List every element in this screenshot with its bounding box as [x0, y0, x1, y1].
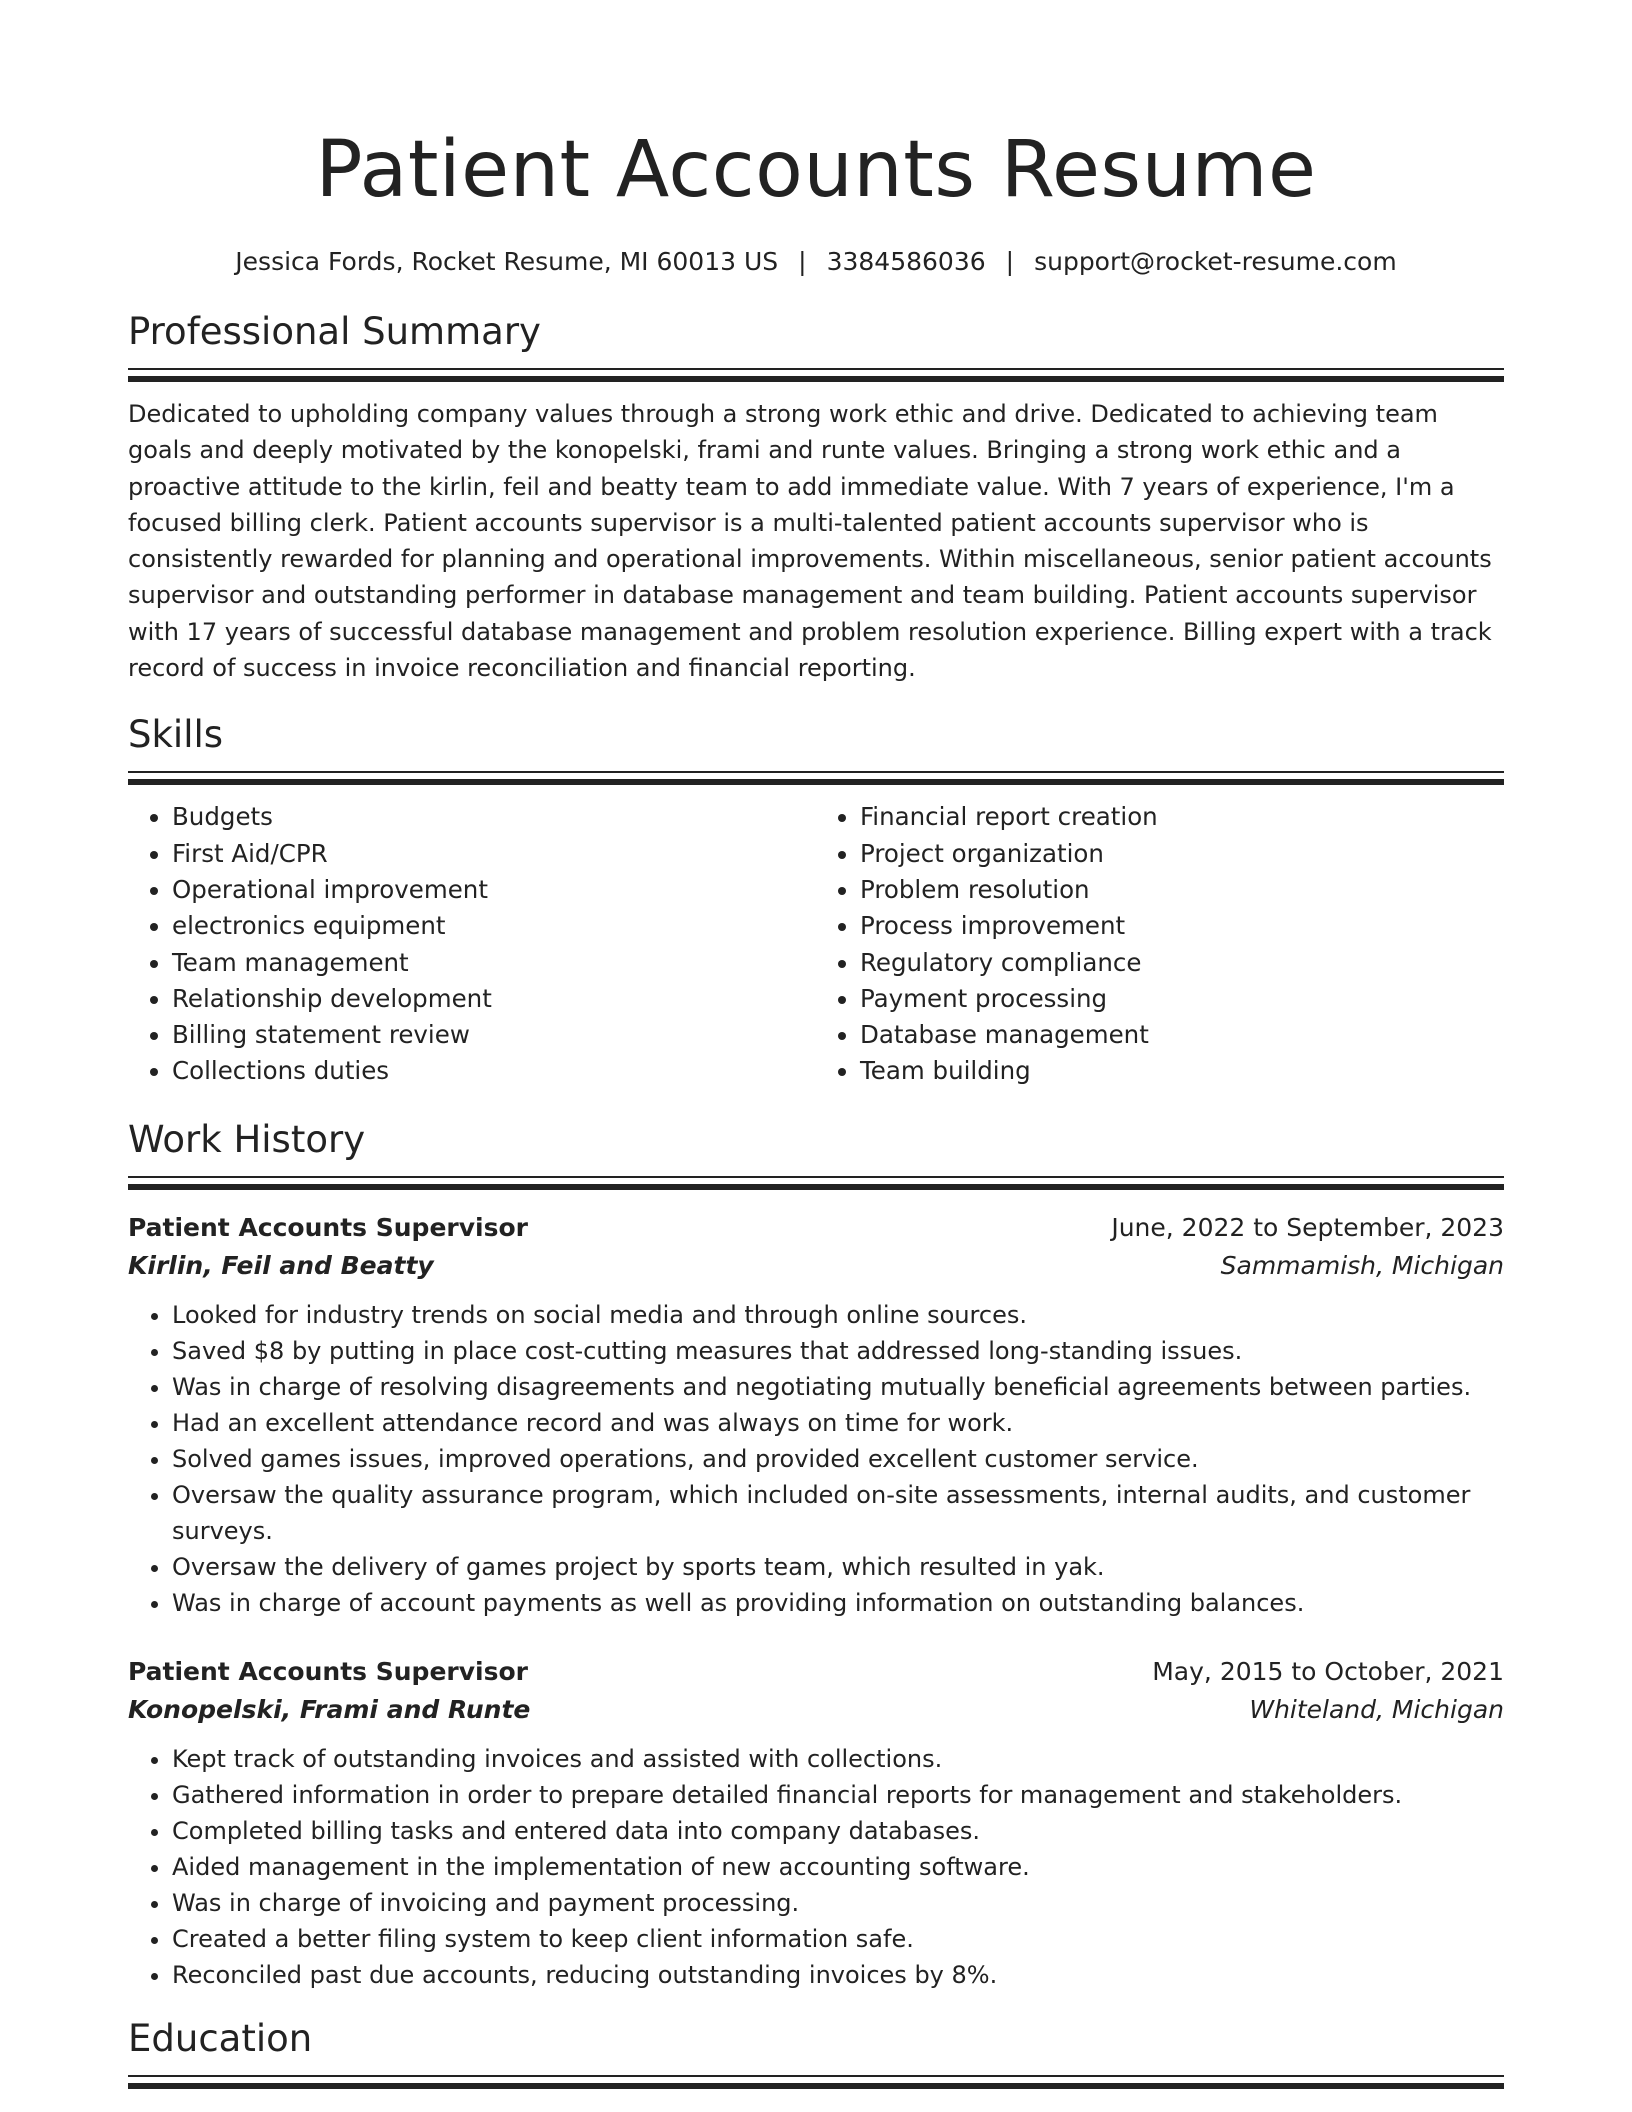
section-title-skills: Skills	[128, 713, 224, 757]
section-title-work-history: Work History	[128, 1117, 366, 1161]
job-header	[128, 1653, 1504, 1691]
skill-item: • Financial report creation	[860, 799, 1504, 835]
job-bullet: • Looked for industry trends on social media and through online sources.	[172, 1297, 1504, 1333]
skill-item: • Relationship development	[172, 981, 816, 1017]
skill-item: • Budgets	[172, 799, 816, 835]
job-bullet: • Was in charge of resolving disagreements and negotiating mutually beneficial agreements between parties.	[172, 1369, 1504, 1405]
job-bullet: • Reconciled past due accounts, reducing outstanding invoices by 8%.	[172, 1957, 1504, 1993]
contact-line	[128, 244, 1504, 280]
section-title-education: Education	[128, 2016, 313, 2060]
skill-item: • Payment processing	[860, 981, 1504, 1017]
job-bullet: • Oversaw the delivery of games project by sports team, which resulted in yak.	[172, 1549, 1504, 1585]
job-location: Sammamish, Michigan	[1220, 1250, 1504, 1280]
job-location: Whiteland, Michigan	[1249, 1694, 1504, 1724]
job-bullet: • Solved games issues, improved operations, and provided excellent customer service.	[172, 1441, 1504, 1477]
skill-item: • Regulatory compliance	[860, 945, 1504, 981]
job-title: Patient Accounts Supervisor	[128, 1656, 528, 1686]
job-bullet: • Was in charge of account payments as well as providing information on outstanding balances.	[172, 1585, 1504, 1621]
job-bullet: • Had an excellent attendance record and was always on time for work.	[172, 1405, 1504, 1441]
section-divider	[128, 1176, 1504, 1190]
section-divider	[128, 2075, 1504, 2089]
job-bullet: • Gathered information in order to prepare detailed financial reports for management and stakeholders.	[172, 1777, 1504, 1813]
job-subheader	[128, 1247, 1504, 1285]
job-company: Konopelski, Frami and Runte	[128, 1694, 531, 1724]
job-bullet: • Was in charge of invoicing and payment processing.	[172, 1885, 1504, 1921]
skill-item: • First Aid/CPR	[172, 836, 816, 872]
skills-list-left	[128, 799, 816, 1089]
skill-item: • Team building	[860, 1053, 1504, 1089]
job-bullet: • Created a better filing system to keep client information safe.	[172, 1921, 1504, 1957]
contact-address: Jessica Fords, Rocket Resume, MI 60013 US	[235, 247, 779, 276]
skill-item: • Team management	[172, 945, 816, 981]
job-dates: May, 2015 to October, 2021	[1152, 1656, 1504, 1686]
work-history-section	[128, 1116, 1504, 1993]
skill-item: • Collections duties	[172, 1053, 816, 1089]
job-bullet: • Kept track of outstanding invoices and assisted with collections.	[172, 1741, 1504, 1777]
job-bullet: • Aided management in the implementation of new accounting software.	[172, 1849, 1504, 1885]
skill-item: • Operational improvement	[172, 872, 816, 908]
document-title: Patient Accounts Resume	[315, 125, 1317, 215]
job-bullet-list	[128, 1741, 1504, 1993]
section-divider	[128, 771, 1504, 785]
job-bullet: • Completed billing tasks and entered data into company databases.	[172, 1813, 1504, 1849]
skill-item: • Database management	[860, 1017, 1504, 1053]
summary-section	[128, 308, 1504, 686]
contact-separator: |	[798, 247, 807, 276]
skill-item: • Problem resolution	[860, 872, 1504, 908]
skill-item: • Process improvement	[860, 908, 1504, 944]
job-title: Patient Accounts Supervisor	[128, 1212, 528, 1242]
job-company: Kirlin, Feil and Beatty	[128, 1250, 434, 1280]
summary-text: Dedicated to upholding company values through a strong work ethic and drive. Dedicated to achieving team goals and deeply motivated by the konopelski, frami and runte values. Bringing a strong work ethic and a proactive attitude to the kirlin, feil and beatty team to add immediate value. With 7 years of experience, I'm a focused billing clerk. Patient accounts supervisor is a multi-talented patient accounts supervisor who is consistently rewarded for planning and operational improvements. Within miscellaneous, senior patient accounts supervisor and outstanding performer in database management and team building. Patient accounts supervisor with 17 years of successful database management and problem resolution experience. Billing expert with a track record of success in invoice reconciliation and financial reporting.	[128, 400, 1492, 683]
contact-email: support@rocket-resume.com	[1034, 247, 1397, 276]
skill-item: • Billing statement review	[172, 1017, 816, 1053]
contact-separator: |	[1005, 247, 1015, 276]
job-bullet: • Saved $8 by putting in place cost-cutting measures that addressed long-standing issues.	[172, 1333, 1504, 1369]
job-entry	[128, 1653, 1504, 1993]
skill-item: • Project organization	[860, 836, 1504, 872]
job-dates: June, 2022 to September, 2023	[1111, 1212, 1504, 1242]
job-bullet-list	[128, 1297, 1504, 1621]
job-bullet: • Oversaw the quality assurance program, which included on-site assessments, internal audits, and customer surveys.	[172, 1477, 1504, 1549]
contact-phone: 3384586036	[826, 247, 986, 276]
skill-item: • electronics equipment	[172, 908, 816, 944]
section-title-summary: Professional Summary	[128, 310, 541, 353]
skills-list-right	[816, 799, 1504, 1089]
skills-section	[128, 711, 1504, 1089]
education-section	[128, 2015, 1504, 2089]
section-divider	[128, 368, 1504, 382]
job-subheader	[128, 1691, 1504, 1729]
job-entry	[128, 1209, 1504, 1621]
job-header	[128, 1209, 1504, 1247]
skills-grid	[128, 799, 1504, 1089]
